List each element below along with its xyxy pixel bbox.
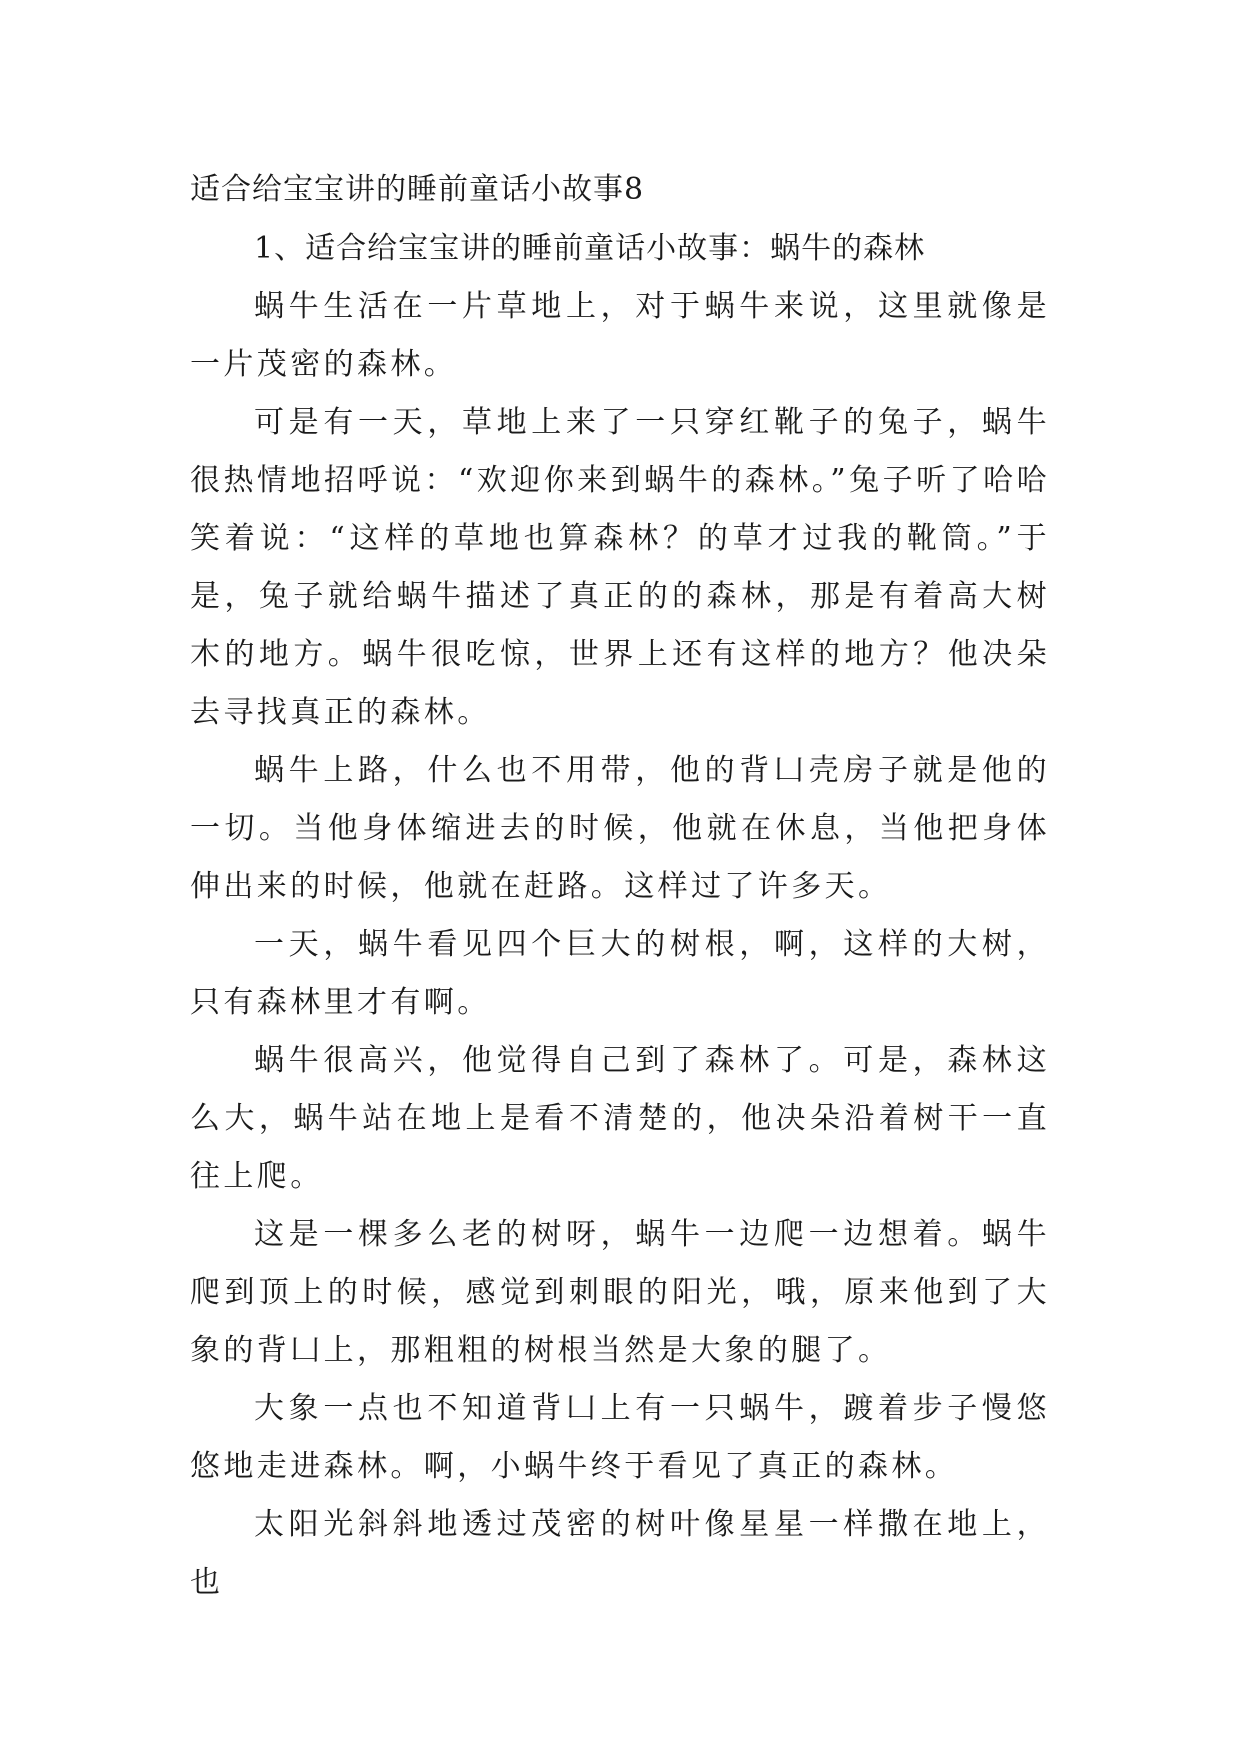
document-title: 适合给宝宝讲的睡前童话小故事8: [190, 172, 645, 207]
document-body: [190, 160, 1050, 1612]
paragraph: 这是一棵多么老的树呀，蜗牛一边爬一边想着。蜗牛爬到顶上的时候，感觉到刺眼的阳光，哦，原来他到了大象的背凵上，那粗粗的树根当然是大象的腿了。: [190, 1217, 1050, 1368]
paragraph: 可是有一天，草地上来了一只穿红靴子的兔子，蜗牛很热情地招呼说：“欢迎你来到蜗牛的森林。”兔子听了哈哈笑着说：“这样的草地也算森林？的草才过我的靴筒。”于是，兔子就给蜗牛描述了真正的的森林，那是有着高大树木的地方。蜗牛很吃惊，世界上还有这样的地方？他决朵去寻找真正的森林。: [190, 405, 1050, 730]
paragraph: 蜗牛上路，什么也不用带，他的背凵壳房子就是他的一切。当他身体缩进去的时候，他就在休息，当他把身体伸出来的时候，他就在赶路。这样过了许多天。: [190, 753, 1050, 904]
paragraph: 蜗牛很高兴，他觉得自己到了森林了。可是，森林这么大，蜗牛站在地上是看不清楚的，他决朵沿着树干一直往上爬。: [190, 1043, 1050, 1194]
paragraph: 太阳光斜斜地透过茂密的树叶像星星一样撒在地上，也: [190, 1507, 1050, 1600]
paragraph: 大象一点也不知道背凵上有一只蜗牛，踱着步子慢悠悠地走进森林。啊，小蜗牛终于看见了真正的森林。: [190, 1391, 1050, 1484]
section-heading: 1、适合给宝宝讲的睡前童话小故事：蜗牛的森林: [254, 231, 926, 266]
paragraph: 蜗牛生活在一片草地上，对于蜗牛来说，这里就像是一片茂密的森林。: [190, 289, 1050, 382]
paragraph: 一天，蜗牛看见四个巨大的树根，啊，这样的大树，只有森林里才有啊。: [190, 927, 1050, 1020]
